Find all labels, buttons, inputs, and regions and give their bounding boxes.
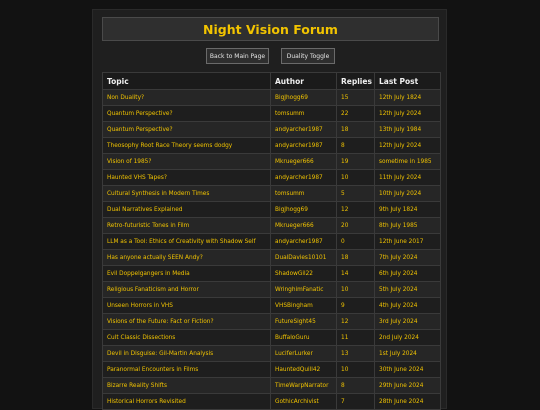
replies-cell: 19: [337, 154, 375, 170]
topic-link[interactable]: Dual Narratives Explained: [103, 202, 271, 218]
table-row: [103, 122, 441, 138]
replies-cell: 15: [337, 90, 375, 106]
column-header-author[interactable]: Author: [271, 73, 337, 90]
table-row: [103, 90, 441, 106]
author-cell: tomsumm: [271, 106, 337, 122]
topic-link[interactable]: Historical Horrors Revisited: [103, 394, 271, 410]
topic-link[interactable]: Cult Classic Dissections: [103, 330, 271, 346]
table-row: [103, 250, 441, 266]
topic-link[interactable]: Unseen Horrors in VHS: [103, 298, 271, 314]
author-cell: andyarcher1987: [271, 170, 337, 186]
author-cell: TimeWarpNarrator: [271, 378, 337, 394]
topic-link[interactable]: Theosophy Root Race Theory seems dodgy: [103, 138, 271, 154]
last-post-cell: 7th July 2024: [375, 250, 441, 266]
author-cell: GothicArchivist: [271, 394, 337, 410]
author-cell: ShadowGil22: [271, 266, 337, 282]
author-cell: andyarcher1987: [271, 138, 337, 154]
table-row: [103, 186, 441, 202]
last-post-cell: 9th July 1824: [375, 202, 441, 218]
replies-cell: 18: [337, 122, 375, 138]
last-post-cell: 28th June 2024: [375, 394, 441, 410]
table-row: [103, 234, 441, 250]
replies-cell: 5: [337, 186, 375, 202]
author-cell: LuciferLurker: [271, 346, 337, 362]
topic-link[interactable]: Vision of 1985?: [103, 154, 271, 170]
topic-link[interactable]: Devil in Disguise: Gil-Martin Analysis: [103, 346, 271, 362]
last-post-cell: 29th June 2024: [375, 378, 441, 394]
last-post-cell: 12th July 2024: [375, 138, 441, 154]
last-post-cell: 5th July 2024: [375, 282, 441, 298]
replies-cell: 10: [337, 282, 375, 298]
last-post-cell: 8th July 1985: [375, 218, 441, 234]
table-row: [103, 346, 441, 362]
replies-cell: 14: [337, 266, 375, 282]
replies-cell: 8: [337, 138, 375, 154]
back-to-main-button[interactable]: Back to Main Page: [206, 48, 269, 64]
last-post-cell: sometime in 1985: [375, 154, 441, 170]
table-row: [103, 106, 441, 122]
forum-panel: [92, 9, 447, 409]
last-post-cell: 12th June 2017: [375, 234, 441, 250]
author-cell: VHSBingham: [271, 298, 337, 314]
replies-cell: 22: [337, 106, 375, 122]
table-row: [103, 394, 441, 410]
table-row: [103, 154, 441, 170]
replies-cell: 9: [337, 298, 375, 314]
replies-cell: 10: [337, 170, 375, 186]
replies-cell: 7: [337, 394, 375, 410]
last-post-cell: 3rd July 2024: [375, 314, 441, 330]
table-row: [103, 266, 441, 282]
author-cell: DualDavies10101: [271, 250, 337, 266]
replies-cell: 12: [337, 314, 375, 330]
author-cell: andyarcher1987: [271, 122, 337, 138]
topic-link[interactable]: Haunted VHS Tapes?: [103, 170, 271, 186]
table-row: [103, 314, 441, 330]
topic-link[interactable]: Quantum Perspective?: [103, 106, 271, 122]
replies-cell: 12: [337, 202, 375, 218]
topic-link[interactable]: Evil Doppelgangers in Media: [103, 266, 271, 282]
last-post-cell: 12th July 1824: [375, 90, 441, 106]
last-post-cell: 11th July 2024: [375, 170, 441, 186]
table-row: [103, 138, 441, 154]
author-cell: BigJhogg69: [271, 90, 337, 106]
author-cell: Mkrueger666: [271, 154, 337, 170]
page-title: Night Vision Forum: [203, 21, 338, 37]
replies-cell: 10: [337, 362, 375, 378]
topic-link[interactable]: Visions of the Future: Fact or Fiction?: [103, 314, 271, 330]
topic-link[interactable]: Bizarre Reality Shifts: [103, 378, 271, 394]
author-cell: WringhimFanatic: [271, 282, 337, 298]
topic-link[interactable]: Religious Fanaticism and Horror: [103, 282, 271, 298]
author-cell: HauntedQuill42: [271, 362, 337, 378]
topic-link[interactable]: Quantum Perspective?: [103, 122, 271, 138]
replies-cell: 20: [337, 218, 375, 234]
topic-link[interactable]: Paranormal Encounters in Films: [103, 362, 271, 378]
table-row: [103, 202, 441, 218]
author-cell: FutureSight45: [271, 314, 337, 330]
author-cell: tomsumm: [271, 186, 337, 202]
last-post-cell: 13th July 1984: [375, 122, 441, 138]
table-row: [103, 282, 441, 298]
last-post-cell: 12th July 2024: [375, 106, 441, 122]
duality-toggle-button[interactable]: Duality Toggle: [281, 48, 335, 64]
topics-table: [102, 72, 441, 410]
replies-cell: 0: [337, 234, 375, 250]
topic-link[interactable]: Cultural Synthesis in Modern Times: [103, 186, 271, 202]
last-post-cell: 4th July 2024: [375, 298, 441, 314]
last-post-cell: 6th July 2024: [375, 266, 441, 282]
table-row: [103, 362, 441, 378]
author-cell: andyarcher1987: [271, 234, 337, 250]
topic-link[interactable]: LLM as a Tool: Ethics of Creativity with Shadow Self: [103, 234, 271, 250]
author-cell: BigJhogg69: [271, 202, 337, 218]
column-header-topic[interactable]: Topic: [103, 73, 271, 90]
table-row: [103, 330, 441, 346]
replies-cell: 8: [337, 378, 375, 394]
forum-header: [102, 17, 439, 41]
topic-link[interactable]: Non Duality?: [103, 90, 271, 106]
last-post-cell: 1st July 2024: [375, 346, 441, 362]
last-post-cell: 10th July 2024: [375, 186, 441, 202]
table-row: [103, 378, 441, 394]
replies-cell: 13: [337, 346, 375, 362]
table-row: [103, 218, 441, 234]
replies-cell: 18: [337, 250, 375, 266]
replies-cell: 11: [337, 330, 375, 346]
topic-link[interactable]: Retro-futuristic Tones in Film: [103, 218, 271, 234]
topic-link[interactable]: Has anyone actually SEEN Andy?: [103, 250, 271, 266]
table-row: [103, 298, 441, 314]
table-header-row: [103, 73, 441, 90]
author-cell: Mkrueger666: [271, 218, 337, 234]
last-post-cell: 2nd July 2024: [375, 330, 441, 346]
column-header-replies[interactable]: Replies: [337, 73, 375, 90]
column-header-last-post[interactable]: Last Post: [375, 73, 441, 90]
author-cell: BuffaloGuru: [271, 330, 337, 346]
table-row: [103, 170, 441, 186]
last-post-cell: 30th June 2024: [375, 362, 441, 378]
